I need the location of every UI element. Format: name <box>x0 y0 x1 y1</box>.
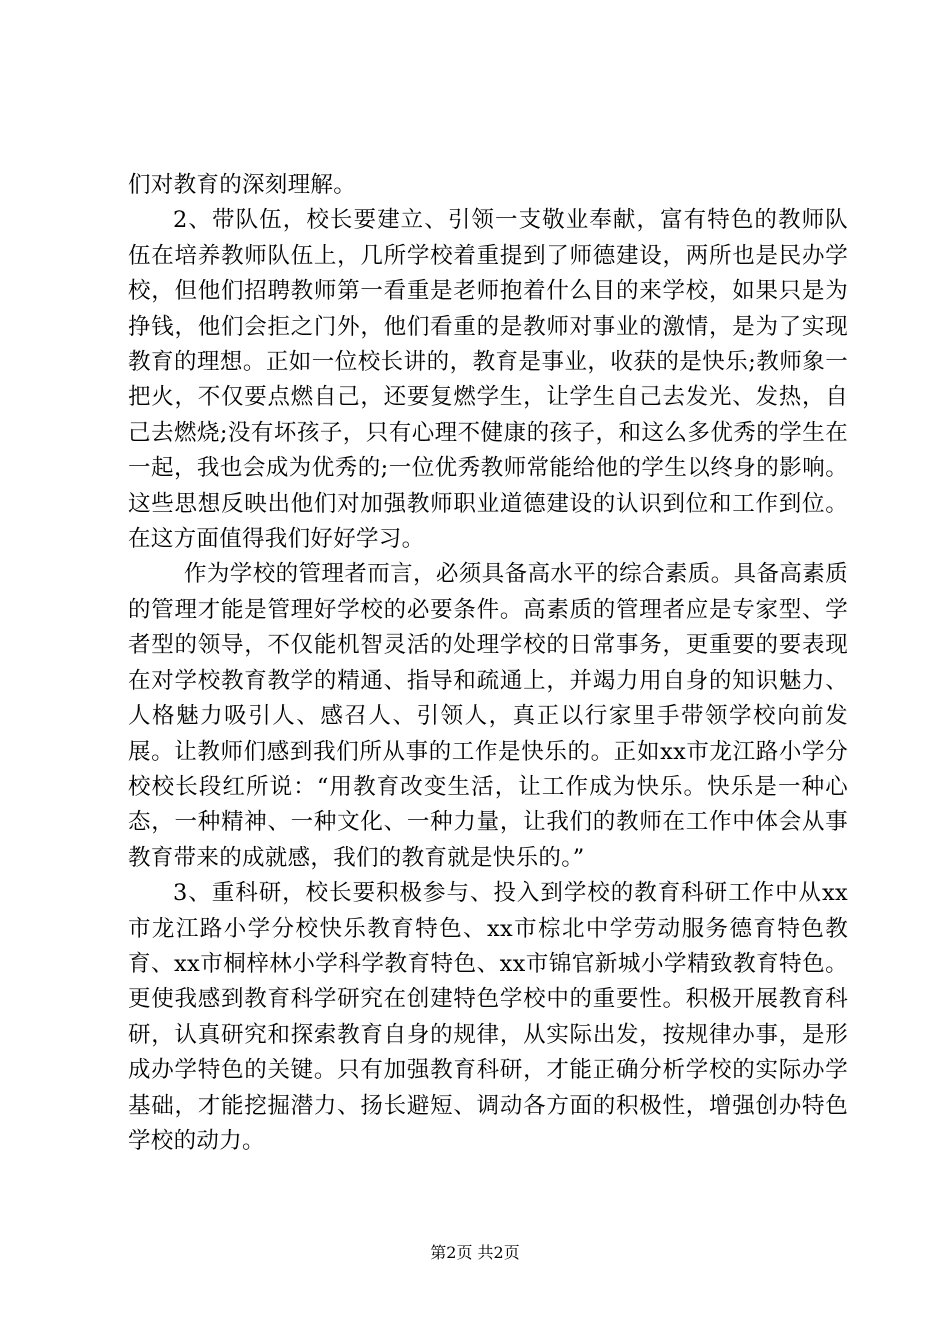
paragraph-continuation: 们对教育的深刻理解。 <box>128 172 357 198</box>
paragraph-manager-quality: 作为学校的管理者而言，必须具备高水平的综合素质。具备高素质的管理才能是管理好学校的必要条件。高素质的管理者应是专家型、学者型的领导，不仅能机智灵活的处理学校的日常事务，更重要的要表现在对学校教育教学的精通、指导和疏通上，并竭力用自身的知识魅力、人格魅力吸引人、感召人、引领人，真正以行家里手带领学校向前发展。让教师们感到我们所从事的工作是快乐的。正如xx市龙江路小学分校校长段红所说：“用教育改变生活，让工作成为快乐。快乐是一种心态，一种精神、一种文化、一种力量，让我们的教师在工作中体会从事教育带来的成就感，我们的教育就是快乐的。” <box>128 561 848 871</box>
document-body <box>128 168 848 1159</box>
paragraph-research: 3、重科研，校长要积极参与、投入到学校的教育科研工作中从xx市龙江路小学分校快乐教育特色、xx市棕北中学劳动服务德育特色教育、xx市桐梓林小学科学教育特色、xx市锦官新城小学精致教育特色。更使我感到教育科学研究在创建特色学校中的重要性。积极开展教育科研，认真研究和探索教育自身的规律，从实际出发，按规律办事，是形成办学特色的关键。只有加强教育科研，才能正确分析学校的实际办学基础，才能挖掘潜力、扬长避短、调动各方面的积极性，增强创办特色学校的动力。 <box>128 880 848 1154</box>
paragraph-team-building: 2、带队伍，校长要建立、引领一支敬业奉献，富有特色的教师队伍在培养教师队伍上，几所学校着重提到了师德建设，两所也是民办学校，但他们招聘教师第一看重是老师抱着什么目的来学校，如果只是为挣钱，他们会拒之门外，他们看重的是教师对事业的激情，是为了实现教育的理想。正如一位校长讲的，教育是事业，收获的是快乐;教师象一把火，不仅要点燃自己，还要复燃学生，让学生自己去发光、发热，自己去燃烧;没有坏孩子，只有心理不健康的孩子，和这么多优秀的学生在一起，我也会成为优秀的;一位优秀教师常能给他的学生以终身的影响。这些思想反映出他们对加强教师职业道德建设的认识到位和工作到位。在这方面值得我们好好学习。 <box>128 207 848 553</box>
page-footer: 第2页 共2页 <box>430 1243 520 1262</box>
